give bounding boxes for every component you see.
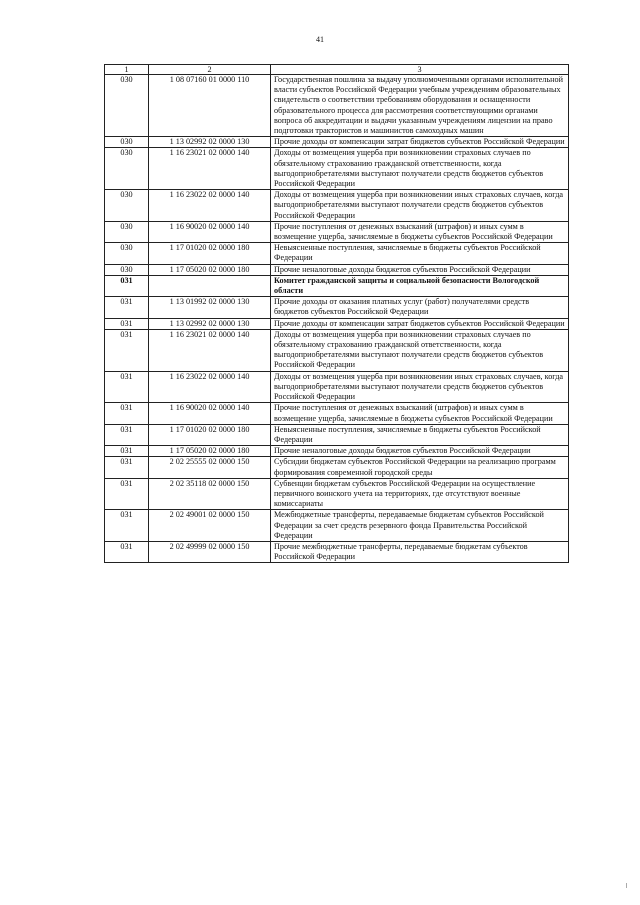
- revenue-name-cell: Доходы от возмещения ущерба при возникновении иных страховых случаев, когда выгодоприобретателями выступают получатели средств бюджетов субъектов Российской Федерации: [271, 371, 569, 403]
- budget-code-cell: 1 17 05020 02 0000 180: [149, 264, 271, 275]
- table-row: [105, 424, 569, 445]
- budget-code-cell: 2 02 35118 02 0000 150: [149, 478, 271, 510]
- table-row: [105, 478, 569, 510]
- budget-code-cell: 1 16 90020 02 0000 140: [149, 403, 271, 424]
- table-row: [105, 446, 569, 457]
- revenue-name-cell: Прочие неналоговые доходы бюджетов субъектов Российской Федерации: [271, 446, 569, 457]
- admin-code-cell: 030: [105, 243, 149, 264]
- revenue-codes-table: [104, 64, 569, 563]
- revenue-name-cell: Доходы от возмещения ущерба при возникновении иных страховых случаев, когда выгодоприобретателями выступают получатели средств бюджетов субъектов Российской Федерации: [271, 190, 569, 222]
- page-number: 41: [316, 35, 324, 44]
- revenue-name-cell: Прочие межбюджетные трансферты, передаваемые бюджетам субъектов Российской Федерации: [271, 541, 569, 562]
- admin-code-cell: 031: [105, 329, 149, 371]
- revenue-name-cell: Прочие доходы от компенсации затрат бюджетов субъектов Российской Федерации: [271, 318, 569, 329]
- budget-code-cell: 1 17 01020 02 0000 180: [149, 243, 271, 264]
- admin-code-cell: 031: [105, 275, 149, 296]
- admin-code-cell: 030: [105, 190, 149, 222]
- budget-code-cell: 2 02 49001 02 0000 150: [149, 510, 271, 542]
- admin-code-cell: 031: [105, 371, 149, 403]
- column-header-3: 3: [271, 65, 569, 75]
- table-row: [105, 148, 569, 190]
- admin-code-cell: 031: [105, 297, 149, 318]
- admin-code-cell: 031: [105, 541, 149, 562]
- budget-code-cell: 1 16 90020 02 0000 140: [149, 221, 271, 242]
- budget-code-cell: 1 16 23021 02 0000 140: [149, 148, 271, 190]
- table-row: [105, 75, 569, 137]
- revenue-name-cell: Комитет гражданской защиты и социальной безопасности Вологодской области: [271, 275, 569, 296]
- revenue-name-cell: Прочие неналоговые доходы бюджетов субъектов Российской Федерации: [271, 264, 569, 275]
- table-row: [105, 264, 569, 275]
- budget-code-cell: [149, 275, 271, 296]
- budget-code-cell: 2 02 25555 02 0000 150: [149, 457, 271, 478]
- revenue-name-cell: Доходы от возмещения ущерба при возникновении страховых случаев по обязательному страхованию гражданской ответственности, когда выгодоприобретателями выступают получатели средств бюджетов субъектов Российской Федерации: [271, 148, 569, 190]
- table-row: [105, 297, 569, 318]
- admin-code-cell: 030: [105, 264, 149, 275]
- table-row: [105, 457, 569, 478]
- table-row: [105, 243, 569, 264]
- revenue-name-cell: Государственная пошлина за выдачу уполномоченными органами исполнительной власти субъектов Российской Федерации учебным учреждениям образовательных свидетельств о соответствии требованиям оборудования и оснащенности образовательного процесса для рассмотрения соответствующими органами вопроса об аккредитации и выдачи указанным учреждениям лицензии на право подготовки трактористов и машинистов самоходных машин: [271, 75, 569, 137]
- table-row: [105, 318, 569, 329]
- admin-code-cell: 031: [105, 457, 149, 478]
- admin-code-cell: 030: [105, 221, 149, 242]
- budget-code-cell: 1 13 02992 02 0000 130: [149, 318, 271, 329]
- table-row: [105, 137, 569, 148]
- budget-code-cell: 1 17 05020 02 0000 180: [149, 446, 271, 457]
- admin-code-cell: 030: [105, 137, 149, 148]
- budget-code-cell: 2 02 49999 02 0000 150: [149, 541, 271, 562]
- budget-code-cell: 1 13 01992 02 0000 130: [149, 297, 271, 318]
- budget-code-cell: 1 16 23021 02 0000 140: [149, 329, 271, 371]
- budget-code-cell: 1 16 23022 02 0000 140: [149, 371, 271, 403]
- revenue-name-cell: Субвенции бюджетам субъектов Российской Федерации на осуществление первичного воинского учета на территориях, где отсутствуют военные комиссариаты: [271, 478, 569, 510]
- revenue-name-cell: Прочие доходы от оказания платных услуг (работ) получателями средств бюджетов субъектов Российской Федерации: [271, 297, 569, 318]
- revenue-name-cell: Прочие поступления от денежных взысканий (штрафов) и иных сумм в возмещение ущерба, зачисляемые в бюджеты субъектов Российской Федерации: [271, 403, 569, 424]
- budget-code-cell: 1 17 01020 02 0000 180: [149, 424, 271, 445]
- table-row: [105, 221, 569, 242]
- admin-code-cell: 031: [105, 403, 149, 424]
- admin-code-cell: 031: [105, 318, 149, 329]
- table-row: [105, 371, 569, 403]
- revenue-name-cell: Прочие доходы от компенсации затрат бюджетов субъектов Российской Федерации: [271, 137, 569, 148]
- admin-code-cell: 031: [105, 510, 149, 542]
- table-row: [105, 329, 569, 371]
- admin-code-cell: 031: [105, 424, 149, 445]
- revenue-name-cell: Прочие поступления от денежных взысканий (штрафов) и иных сумм в возмещение ущерба, зачисляемые в бюджеты субъектов Российской Федерации: [271, 221, 569, 242]
- table-header-row: [105, 65, 569, 75]
- budget-code-cell: 1 16 23022 02 0000 140: [149, 190, 271, 222]
- admin-code-cell: 031: [105, 446, 149, 457]
- revenue-name-cell: Доходы от возмещения ущерба при возникновении страховых случаев по обязательному страхованию гражданской ответственности, когда выгодоприобретателями выступают получатели средств бюджетов субъектов Российской Федерации: [271, 329, 569, 371]
- revenue-name-cell: Межбюджетные трансферты, передаваемые бюджетам субъектов Российской Федерации за счет средств резервного фонда Правительства Российской Федерации: [271, 510, 569, 542]
- table-row: [105, 190, 569, 222]
- revenue-name-cell: Невыясненные поступления, зачисляемые в бюджеты субъектов Российской Федерации: [271, 424, 569, 445]
- scan-mark: [626, 883, 627, 888]
- revenue-name-cell: Невыясненные поступления, зачисляемые в бюджеты субъектов Российской Федерации: [271, 243, 569, 264]
- table-row: [105, 275, 569, 296]
- table-row: [105, 541, 569, 562]
- table-body: [105, 75, 569, 563]
- table-row: [105, 510, 569, 542]
- column-header-1: 1: [105, 65, 149, 75]
- budget-code-cell: 1 08 07160 01 0000 110: [149, 75, 271, 137]
- column-header-2: 2: [149, 65, 271, 75]
- admin-code-cell: 030: [105, 148, 149, 190]
- admin-code-cell: 030: [105, 75, 149, 137]
- table-row: [105, 403, 569, 424]
- admin-code-cell: 031: [105, 478, 149, 510]
- revenue-name-cell: Субсидии бюджетам субъектов Российской Федерации на реализацию программ формирования современной городской среды: [271, 457, 569, 478]
- budget-code-cell: 1 13 02992 02 0000 130: [149, 137, 271, 148]
